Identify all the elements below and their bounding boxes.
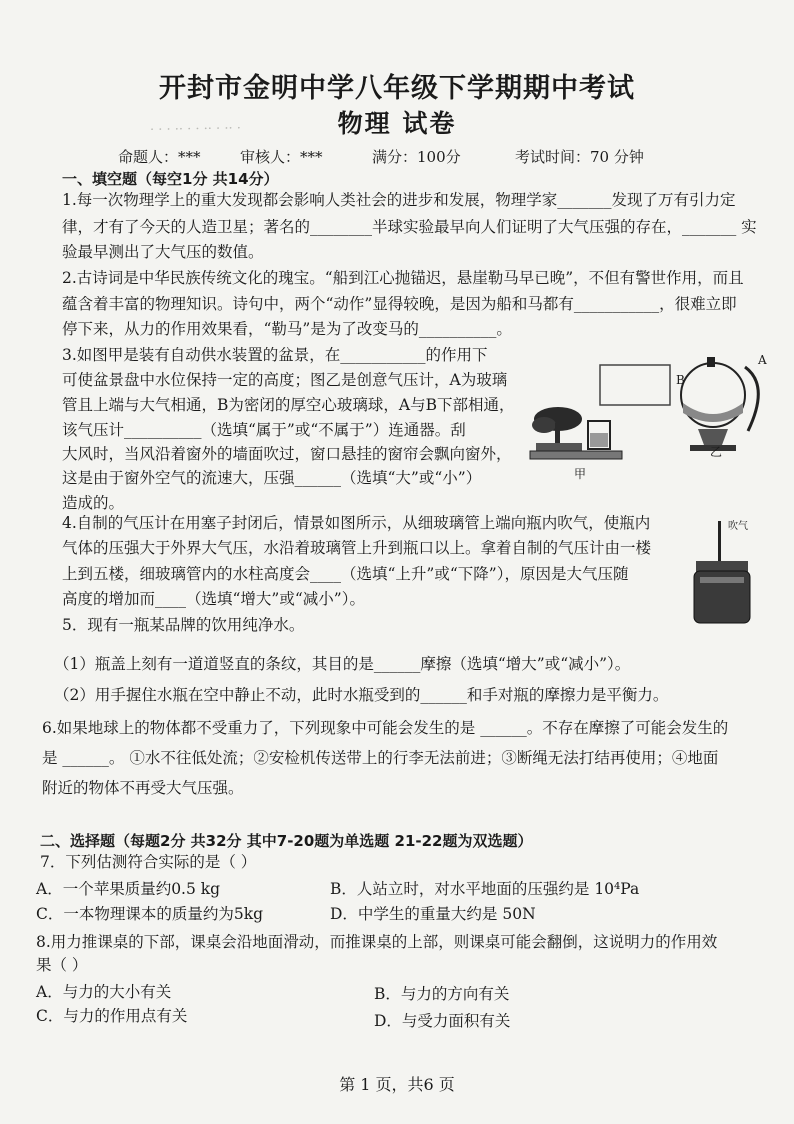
figure-bottle-barometer (688, 517, 758, 627)
section-2-heading: 二、选择题（每题2分 共32分 其中7-20题为单选题 21-22题为双选题） (40, 832, 533, 850)
q7-option-b: B．人站立时，对水平地面的压强约是 10⁴Pa (330, 880, 640, 898)
full-score: 满分：100分 (372, 148, 461, 166)
q4-line-2: 气体的压强大于外界大气压，水沿着玻璃管上升到瓶口以上。拿着自制的气压计由一楼 (62, 539, 652, 557)
q3-line-2: 可使盆景盘中水位保持一定的高度；图乙是创意气压计，A为玻璃 (62, 371, 508, 389)
figure-yi-label: 乙 (710, 445, 723, 459)
q8-stem-2: 果（ ） (36, 956, 88, 974)
q3-line-5: 大风时，当风沿着窗外的墙面吹过，窗口悬挂的窗帘会飘向窗外， (62, 445, 512, 463)
q8-option-a: A．与力的大小有关 (36, 983, 172, 1001)
q2-line-3: 停下来，从力的作用效果看，“勒马”是为了改变马的__________。 (62, 320, 512, 338)
q3-line-3: 管且上端与大气相通，B为密闭的厚空心玻璃球，A与B下部相通， (62, 396, 515, 414)
q8-option-d: D．与受力面积有关 (374, 1012, 511, 1030)
q6-line-2: 是 ______。 ①水不往低处流；②安检机传送带上的行李无法前进；③断绳无法打结再使用；④地面 (42, 749, 719, 767)
section-1-heading: 一、填空题（每空1分 共14分） (62, 170, 279, 188)
q8-option-b: B．与力的方向有关 (374, 985, 510, 1003)
q8-stem-1: 8.用力推课桌的下部，课桌会沿地面滑动，而推课桌的上部，则课桌可能会翻倒，这说明力的作用效 (36, 933, 718, 951)
q6-line-1: 6.如果地球上的物体都不受重力了，下列现象中可能会发生的是 ______。不存在摩擦了可能会发生的 (42, 719, 729, 737)
q8-option-c: C．与力的作用点有关 (36, 1007, 188, 1025)
q7-option-d: D．中学生的重量大约是 50N (330, 905, 536, 923)
exam-time: 考试时间：70 分钟 (515, 148, 644, 166)
q7-option-c: C．一本物理课本的质量约为5kg (36, 905, 264, 923)
figure-jia-label: 甲 (574, 467, 587, 481)
q5-part-2: （2）用手握住水瓶在空中静止不动，此时水瓶受到的______和手对瓶的摩擦力是平衡力。 (54, 686, 669, 704)
label-b: B (676, 373, 685, 387)
q3-line-6: 这是由于窗外空气的流速大，压强______（选填“大”或“小”） (62, 469, 482, 487)
setter: 命题人：*** (118, 148, 201, 166)
label-a: A (758, 353, 767, 367)
q1-line-3: 验最早测出了大气压的数值。 (62, 243, 264, 261)
exam-title: 开封市金明中学八年级下学期期中考试 (159, 73, 635, 104)
q4-line-1: 4.自制的气压计在用塞子封闭后，情景如图所示，从细玻璃管上端向瓶内吹气，使瓶内 (62, 514, 651, 532)
q4-line-3: 上到五楼，细玻璃管内的水柱高度会____（选填“上升”或“下降”），原因是大气压随 (62, 565, 629, 583)
q5-stem: 5．现有一瓶某品牌的饮用纯净水。 (62, 616, 305, 634)
q2-line-2: 蕴含着丰富的物理知识。诗句中，两个“动作”显得较晚，是因为船和马都有___________，很难立即 (62, 295, 737, 313)
q3-line-4: 该气压计__________（选填“属于”或“不属于”）连通器。刮 (62, 421, 466, 439)
blow-label: 吹气 (728, 521, 748, 532)
q7-option-a: A．一个苹果质量约0.5 kg (36, 880, 221, 898)
reviewer: 审核人：*** (240, 148, 323, 166)
page-footer: 第 1 页，共6 页 (339, 1075, 455, 1094)
q7-stem: 7．下列估测符合实际的是（ ） (40, 853, 257, 871)
q1-line-1: 1.每一次物理学上的重大发现都会影响人类社会的进步和发展，物理学家_______发现了万有引力定 (62, 191, 736, 209)
bleed-through-text: · · · ·· · · ·· · ·· · (149, 121, 242, 138)
q5-part-1: （1）瓶盖上刻有一道道竖直的条纹，其目的是______摩擦（选填“增大”或“减小”）。 (54, 655, 631, 673)
barometer-figure (598, 345, 778, 465)
q3-line-1: 3.如图甲是装有自动供水装置的盆景，在___________的作用下 (62, 346, 488, 364)
exam-subtitle: 物理 试卷 (337, 109, 457, 138)
q1-line-2: 律，才有了今天的人造卫星；著名的________半球实验最早向人们证明了大气压强的存在，_______ 实 (62, 218, 757, 236)
bottle-figure (688, 517, 758, 627)
q4-line-4: 高度的增加而____（选填“增大”或“减小”）。 (62, 590, 365, 608)
figure-yi (598, 345, 778, 465)
q6-line-3: 附近的物体不再受大气压强。 (42, 779, 244, 797)
q2-line-1: 2.古诗词是中华民族传统文化的瑰宝。“船到江心抛锚迟，悬崖勒马早已晚”，不但有警世作用，而且 (62, 269, 744, 287)
q3-line-7: 造成的。 (62, 494, 125, 512)
